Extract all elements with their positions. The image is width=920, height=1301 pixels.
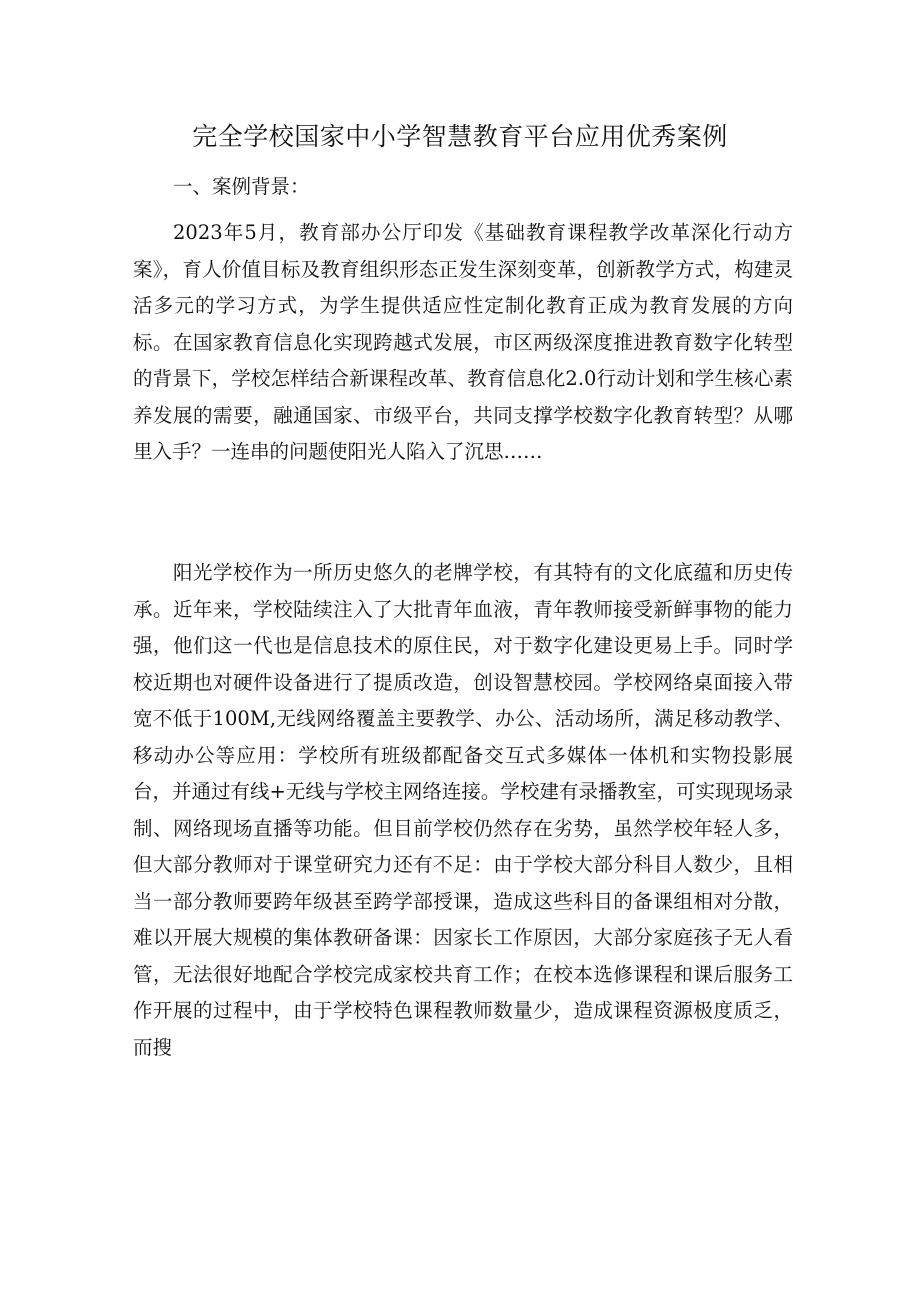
paragraph-school-situation: 阳光学校作为一所历史悠久的老牌学校，有其特有的文化底蕴和历史传承。近年来，学校陆续注入了大批青年血液，青年教师接受新鲜事物的能力强，他们这一代也是信息技术的原住民，对于数字化建设更易上手。同时学校近期也对硬件设备进行了提质改造，创设智慧校园。学校网络桌面接入带宽不低于100M,无线网络覆盖主要教学、办公、活动场所，满足移动教学、移动办公等应用：学校所有班级都配备交互式多媒体一体机和实物投影展台，并通过有线+无线与学校主网络连接。学校建有录播教室，可实现现场录制、网络现场直播等功能。但目前学校仍然存在劣势，虽然学校年轻人多，但大部分教师对于课堂研究力还有不足：由于学校大部分科目人数少，且相当一部分教师要跨年级甚至跨学部授课，造成这些科目的备课组相对分散，难以开展大规模的集体教研备课：因家长工作原因，大部分家庭孩子无人看管，无法很好地配合学校完成家校共育工作；在校本选修课程和课后服务工作开展的过程中，由于学校特色课程教师数量少，造成课程资源极度质乏，而搜 — [133, 561, 793, 1059]
document-title: 完全学校国家中小学智慧教育平台应用优秀案例 — [192, 122, 728, 151]
section-heading: 一、案例背景： — [173, 175, 310, 198]
paragraph-background-policy: 2023年5月，教育部办公厅印发《基础教育课程教学改革深化行动方案》，育人价值目标及教育组织形态正发生深刻变革，创新教学方式，构建灵活多元的学习方式，为学生提供适应性定制化教育正成为教育发展的方向标。在国家教育信息化实现跨越式发展，市区两级深度推进教育数字化转型的背景下，学校怎样结合新课程改革、教育信息化2.0行动计划和学生核心素养发展的需要，融通国家、市级平台，共同支撑学校数字化教育转型？从哪里入手？一连串的问题使阳光人陷入了沉思…… — [133, 221, 793, 463]
